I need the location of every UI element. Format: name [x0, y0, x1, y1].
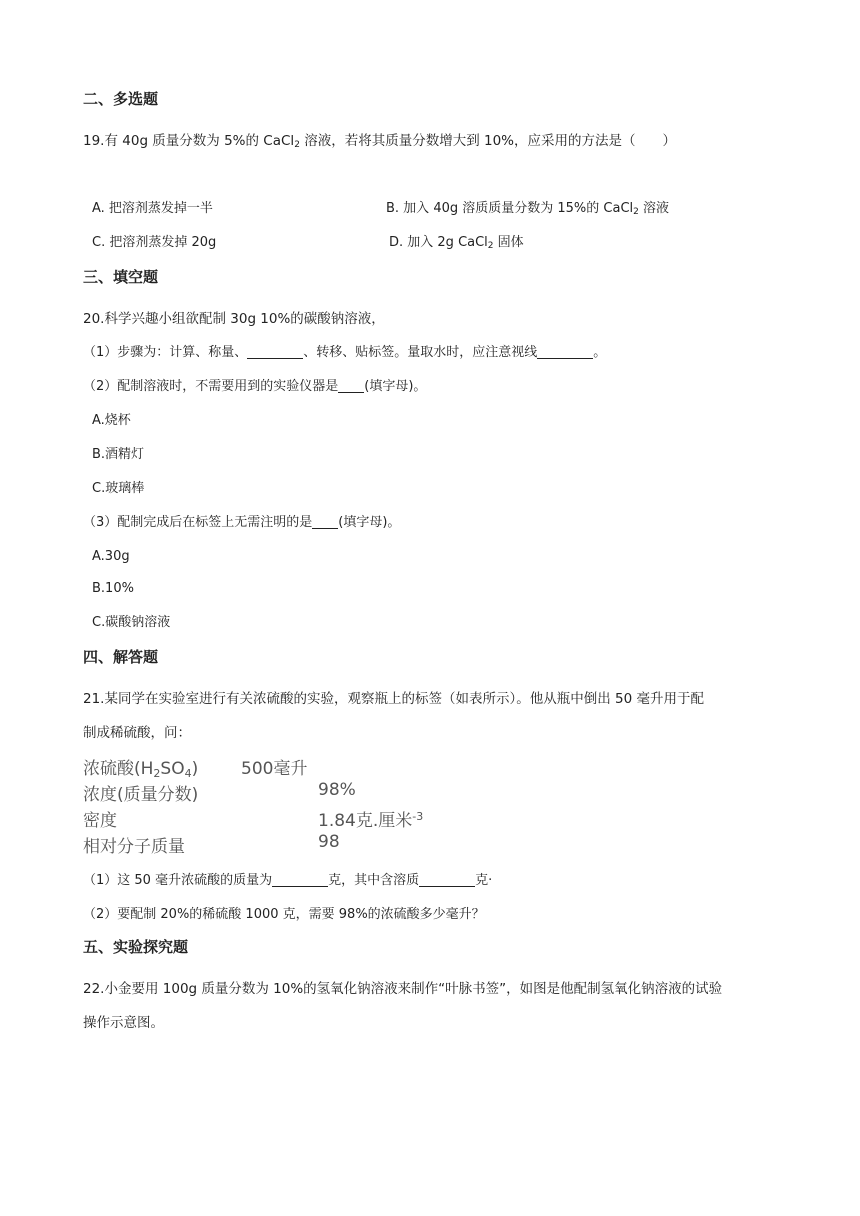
answer-blank[interactable]	[338, 378, 364, 393]
label-row3-superscript: -3	[412, 810, 424, 823]
q20-p3-option: A.30g	[92, 549, 130, 564]
q19-option-b	[386, 200, 669, 218]
q19-option-c: C. 把溶剂蒸发掉 20g	[92, 235, 217, 250]
question-22-line-1: 22.小金要用 100g 质量分数为 10%的氢氧化钠溶液来制作“叶脉书签”，如图是他配制氢氧化钠溶液的试验	[83, 981, 723, 997]
question-21-line-2: 制成稀硫酸，问：	[83, 725, 191, 741]
answer-blank[interactable]	[272, 872, 328, 887]
q20-p2-option: B.酒精灯	[92, 447, 145, 462]
label-row-name	[83, 754, 198, 779]
q19-option-d-text: D. 加入 2g CaCl	[389, 235, 488, 250]
q20-p3-option: C.碳酸钠溶液	[92, 615, 171, 630]
label-row-name: 密度	[83, 811, 117, 831]
label-row3-value-text: 1.84克.厘米	[318, 811, 413, 831]
q20-p3-text-a: （3）配制完成后在标签上无需注明的是	[83, 515, 313, 530]
q20-p2-text-b: (填字母)。	[364, 379, 427, 394]
q20-p3-text-b: (填字母)。	[338, 515, 401, 530]
section-heading-fill-blank: 三、填空题	[83, 268, 159, 286]
section-heading-multiple-choice: 二、多选题	[83, 90, 159, 108]
q19-option-b-text: B. 加入 40g 溶质质量分数为 15%的 CaCl	[386, 201, 634, 216]
q19-text-b: 溶液，若将其质量分数增大到 10%，应采用的方法是（ ）	[299, 133, 677, 149]
label-row-value: 98	[318, 832, 340, 852]
q20-p1-text-a: （1）步骤为：计算、称量、	[83, 345, 248, 360]
q20-p2-text-a: （2）配制溶液时，不需要用到的实验仪器是	[83, 379, 339, 394]
q19-option-a: A. 把溶剂蒸发掉一半	[92, 201, 213, 216]
q21-p1-text-b: 克，其中含溶质	[328, 873, 420, 888]
label-row1-name-c: )	[191, 759, 199, 779]
q21-p1-text-a: （1）这 50 毫升浓硫酸的质量为	[83, 873, 273, 888]
q21-part-2: （2）要配制 20%的稀硫酸 1000 克，需要 98%的浓硫酸多少毫升？	[83, 907, 485, 922]
section-heading-answer: 四、解答题	[83, 648, 159, 666]
label-row-name: 相对分子质量	[83, 837, 185, 857]
label-row1-subscript-2: 4	[184, 767, 192, 780]
q20-p3-option: B.10%	[92, 581, 134, 596]
q19-subscript: 2	[294, 140, 300, 150]
q19-text-a: 19.有 40g 质量分数为 5%的 CaCl	[83, 133, 295, 149]
label-row-value: 500毫升	[241, 759, 308, 779]
label-row1-name-a: 浓硫酸(H	[83, 759, 154, 779]
q20-p2-option: C.玻璃棒	[92, 481, 145, 496]
q20-p1-text-b: 、转移、贴标签。量取水时，应注意视线	[303, 345, 538, 360]
label-row-value: 98%	[318, 780, 356, 800]
q19-option-b-tail: 溶液	[638, 201, 670, 216]
q20-part-1	[83, 344, 606, 362]
question-21-line-1: 21.某同学在实验室进行有关浓硫酸的实验，观察瓶上的标签（如表所示）。他从瓶中倒出 50 毫升用于配	[83, 691, 704, 707]
q20-p1-text-c: 。	[593, 345, 607, 360]
answer-blank[interactable]	[419, 872, 475, 887]
q20-part-2	[83, 378, 426, 396]
q20-part-3	[83, 514, 400, 532]
q19-option-d-subscript: 2	[487, 241, 494, 251]
answer-blank[interactable]	[537, 344, 593, 359]
section-heading-experiment: 五、实验探究题	[83, 938, 189, 956]
question-22-line-2: 操作示意图。	[83, 1015, 164, 1031]
label-row-value	[318, 806, 423, 831]
question-20-stem: 20.科学兴趣小组欲配制 30g 10%的碳酸钠溶液，	[83, 311, 385, 327]
q19-option-d-tail: 固体	[493, 235, 524, 250]
label-row-name: 浓度(质量分数)	[83, 785, 199, 805]
q21-part-1	[83, 872, 492, 890]
question-19-stem	[83, 132, 676, 150]
q21-p1-text-c: 克·	[475, 873, 493, 888]
q20-p2-option: A.烧杯	[92, 413, 131, 428]
q19-option-d	[389, 234, 524, 252]
q19-option-b-subscript: 2	[633, 207, 639, 217]
answer-blank[interactable]	[312, 514, 338, 529]
label-row1-name-b: SO	[160, 759, 185, 779]
answer-blank[interactable]	[247, 344, 303, 359]
label-row1-subscript-1: 2	[153, 767, 161, 780]
